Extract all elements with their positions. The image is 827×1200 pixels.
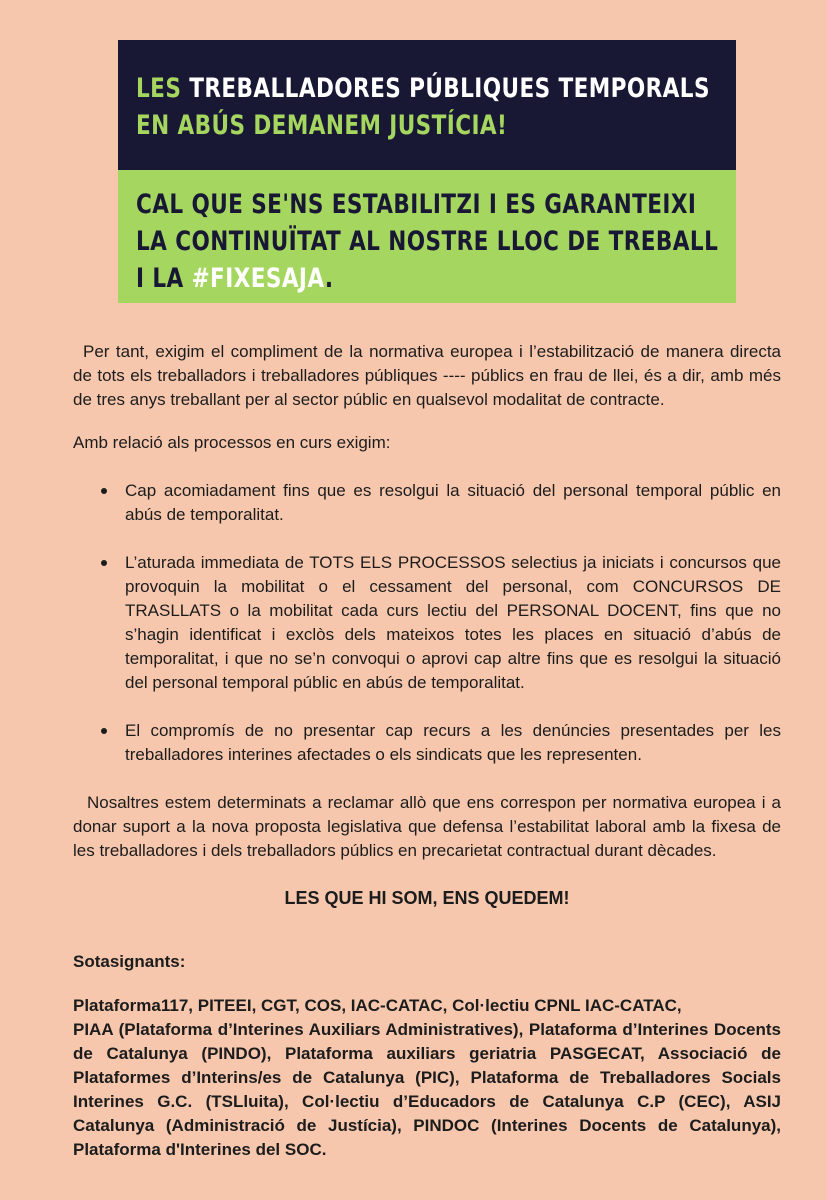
banner-bottom-panel — [118, 170, 736, 303]
banner-line-2: EN ABÚS DEMANEM JUSTÍCIA! — [136, 110, 508, 141]
closing-paragraph: Nosaltres estem determinats a reclamar allò que ens correspon per normativa europea i a donar suport a la nova proposta legislativa que defensa l’estabilitat laboral amb la fixesa de les treballadores i dels treballadors públics en precarietat contractual durant dècades. — [73, 793, 781, 860]
list-item: Cap acomiadament fins que es resolgui la situació del personal temporal públic en abús de temporalitat. — [73, 479, 781, 527]
signatories-heading: Sotasignants: — [73, 952, 186, 971]
hashtag: #FIXESAJA — [191, 263, 325, 294]
banner-line-5 — [136, 260, 616, 297]
banner-line-4: LA CONTINUÏTAT AL NOSTRE LLOC DE TREBALL — [136, 226, 719, 257]
banner-line-5-text: I LA — [136, 263, 192, 294]
signatories-list — [73, 994, 781, 1162]
intro-paragraph: Per tant, exigim el compliment de la normativa europea i l’estabilització de manera directa de tots els treballadors i treballadores públiques ---- públics en frau de llei, és a dir, amb més de tres anys treballant per al sector públic en qualsevol modalitat de contracte. — [73, 342, 781, 409]
demands-list — [73, 479, 781, 767]
slogan: LES QUE HI SOM, ENS QUEDEM! — [284, 888, 570, 908]
banner-line-5-period: . — [324, 263, 334, 294]
processes-intro: Amb relació als processos en curs exigim: — [73, 433, 391, 452]
banner-top-panel — [118, 40, 736, 170]
signatories-line-1: Plataforma117, PITEEI, CGT, COS, IAC-CATAC, Col·lectiu CPNL IAC-CATAC, — [73, 996, 682, 1015]
banner-line-1 — [136, 70, 710, 107]
signatories-rest: PIAA (Plataforma d’Interines Auxiliars Administratives), Plataforma d’Interines Docents de Catalunya (PINDO), Plataforma auxiliars geriatria PASGECAT, Associació de Plataformes d’Interins/es de Catalunya (PIC), Plataforma de Treballadores Socials Interines G.C. (TSLluita), Col·lectiu d’Educadors de Catalunya C.P (CEC), ASIJ Catalunya (Administració de Justícia), PINDOC (Interines Docents de Catalunya), Plataforma d'Interines del SOC. — [73, 1020, 781, 1159]
headline-banner — [118, 40, 736, 303]
banner-line-1-text: TREBALLADORES PÚBLIQUES TEMPORALS — [181, 73, 710, 104]
banner-line-1-accent: LES — [136, 73, 182, 104]
list-item: El compromís de no presentar cap recurs a les denúncies presentades per les treballadores interines afectades o els sindicats que les representen. — [73, 719, 781, 767]
banner-line-3: CAL QUE SE'NS ESTABILITZI I ES GARANTEIXI — [136, 189, 697, 220]
list-item: L’aturada immediata de TOTS ELS PROCESSOS selectius ja iniciats i concursos que provoquin la mobilitat o el cessament del personal, com CONCURSOS DE TRASLLATS o la mobilitat cada curs lectiu del PERSONAL DOCENT, fins que no s’hagin identificat i exclòs dels mateixos totes les places en situació d’abús de temporalitat, i que no se’n convoqui o aprovi cap altre fins que es resolgui la situació del personal temporal públic en abús de temporalitat. — [73, 551, 781, 695]
document-body — [73, 340, 781, 1162]
